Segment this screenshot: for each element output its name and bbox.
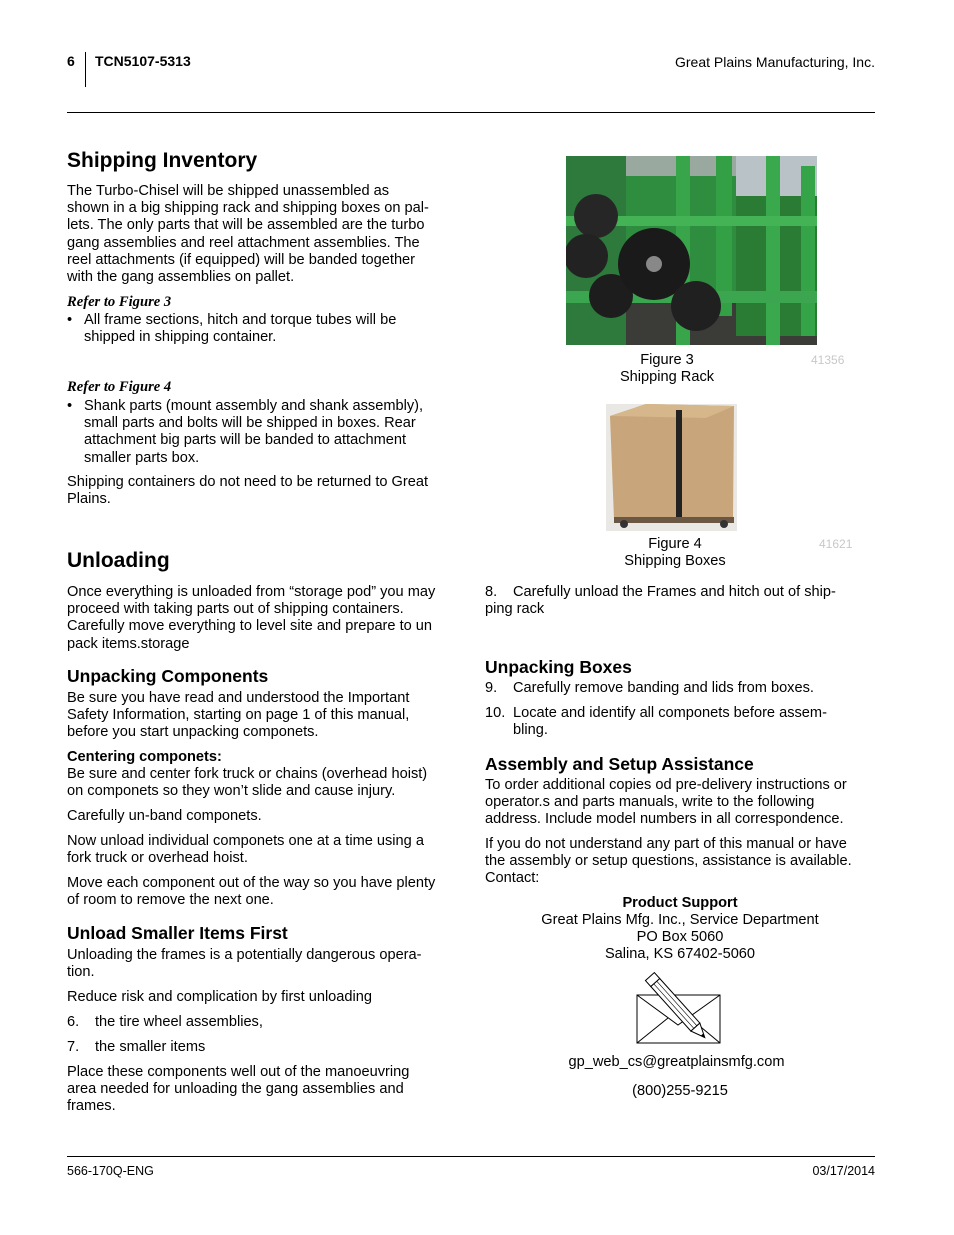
refer-figure-4: Refer to Figure 4 [67, 379, 172, 395]
support-phone: (800)255-9215 [632, 1083, 728, 1099]
figure-4-caption: Figure 4 Shipping Boxes [624, 536, 726, 570]
doc-number: TCN5107-5313 [95, 53, 191, 69]
contact-title: Product Support [622, 895, 738, 911]
unpacking-para4: Move each component out of the way so you have plenty of room to remove the next one. [67, 875, 436, 909]
figure-3-photo [566, 156, 817, 345]
contact-address: Great Plains Mfg. Inc., Service Department PO Box 5060 Salina, KS 67402-5060 [541, 912, 819, 963]
figure-3-caption: Figure 3 Shipping Rack [619, 352, 715, 386]
assembly-para1: To order additional copies od pre-delivery instructions or operator.s and parts manuals, write to the following address. Include model numbers in all correspondence. [485, 777, 847, 828]
step-7: 7. the smaller items [67, 1039, 206, 1055]
footer-date: 03/17/2014 [812, 1164, 875, 1178]
bullet-frame-sections: • All frame sections, hitch and torque tubes will be shipped in shipping container. [67, 312, 397, 346]
figure-4-photo [606, 404, 737, 531]
page-number: 6 [67, 53, 75, 69]
step-8-cont: ping rack [485, 601, 545, 617]
refer-figure-3: Refer to Figure 3 [67, 294, 172, 310]
heading-unpacking-components: Unpacking Components [67, 666, 269, 686]
heading-unloading: Unloading [67, 549, 170, 572]
step-6: 6. the tire wheel assemblies, [67, 1014, 263, 1030]
unpacking-para2: Carefully un-band componets. [67, 808, 262, 824]
figure-4-number: 41621 [819, 537, 853, 551]
header-divider [85, 52, 86, 87]
heading-shipping-inventory: Shipping Inventory [67, 149, 258, 172]
step-10: 10. Locate and identify all componets before assem- bling. [485, 705, 827, 739]
smaller-para1: Unloading the frames is a potentially dangerous opera- tion. [67, 947, 422, 981]
footer-rule [67, 1156, 875, 1157]
envelope-pencil-icon [635, 970, 725, 1055]
heading-unpacking-boxes: Unpacking Boxes [485, 657, 632, 677]
unloading-intro: Once everything is unloaded from “storage pod” you may proceed with taking parts out of shipping containers. Carefully move everything to level site and prepare to un pack items.storage [67, 584, 436, 652]
header-rule [67, 112, 875, 113]
footer-doc-code: 566-170Q-ENG [67, 1164, 154, 1178]
centering-label: Centering componets: [67, 749, 222, 765]
smaller-para2: Reduce risk and complication by first unloading [67, 989, 373, 1005]
heading-unload-smaller: Unload Smaller Items First [67, 923, 288, 943]
bullet-shank-parts: • Shank parts (mount assembly and shank assembly), small parts and bolts will be shipped in boxes. Rear attachment big parts will be banded to attachment smaller parts box. [67, 398, 424, 466]
assembly-para2: If you do not understand any part of this manual or have the assembly or setup questions, assistance is available. Contact: [485, 836, 852, 887]
figure-3-number: 41356 [811, 353, 845, 367]
heading-assembly: Assembly and Setup Assistance [485, 754, 754, 774]
step-8: 8. Carefully unload the Frames and hitch out of ship- [485, 584, 836, 600]
support-email[interactable]: gp_web_cs@greatplainsmfg.com [568, 1054, 785, 1070]
smaller-para3: Place these components well out of the manoeuvring area needed for unloading the gang assemblies and frames. [67, 1064, 410, 1115]
shipping-closing: Shipping containers do not need to be returned to Great Plains. [67, 474, 429, 508]
company-name: Great Plains Manufacturing, Inc. [675, 54, 875, 70]
centering-text: Be sure and center fork truck or chains (overhead hoist) on componets so they won’t slide and cause injury. [67, 766, 428, 800]
shipping-intro: The Turbo-Chisel will be shipped unassembled as shown in a big shipping rack and shipping boxes on pal- lets. The only parts that will be assembled are the turbo gang assemblies and reel attachment assemblies. The reel attachments (if equipped) will be banded together with the gang assemblies on pallet. [67, 183, 429, 286]
step-9: 9. Carefully remove banding and lids from boxes. [485, 680, 814, 696]
unpacking-para1: Be sure you have read and understood the Important Safety Information, starting on page 1 of this manual, before you start unpacking componets. [67, 690, 410, 741]
unpacking-para3: Now unload individual componets one at a time using a fork truck or overhead hoist. [67, 833, 424, 867]
